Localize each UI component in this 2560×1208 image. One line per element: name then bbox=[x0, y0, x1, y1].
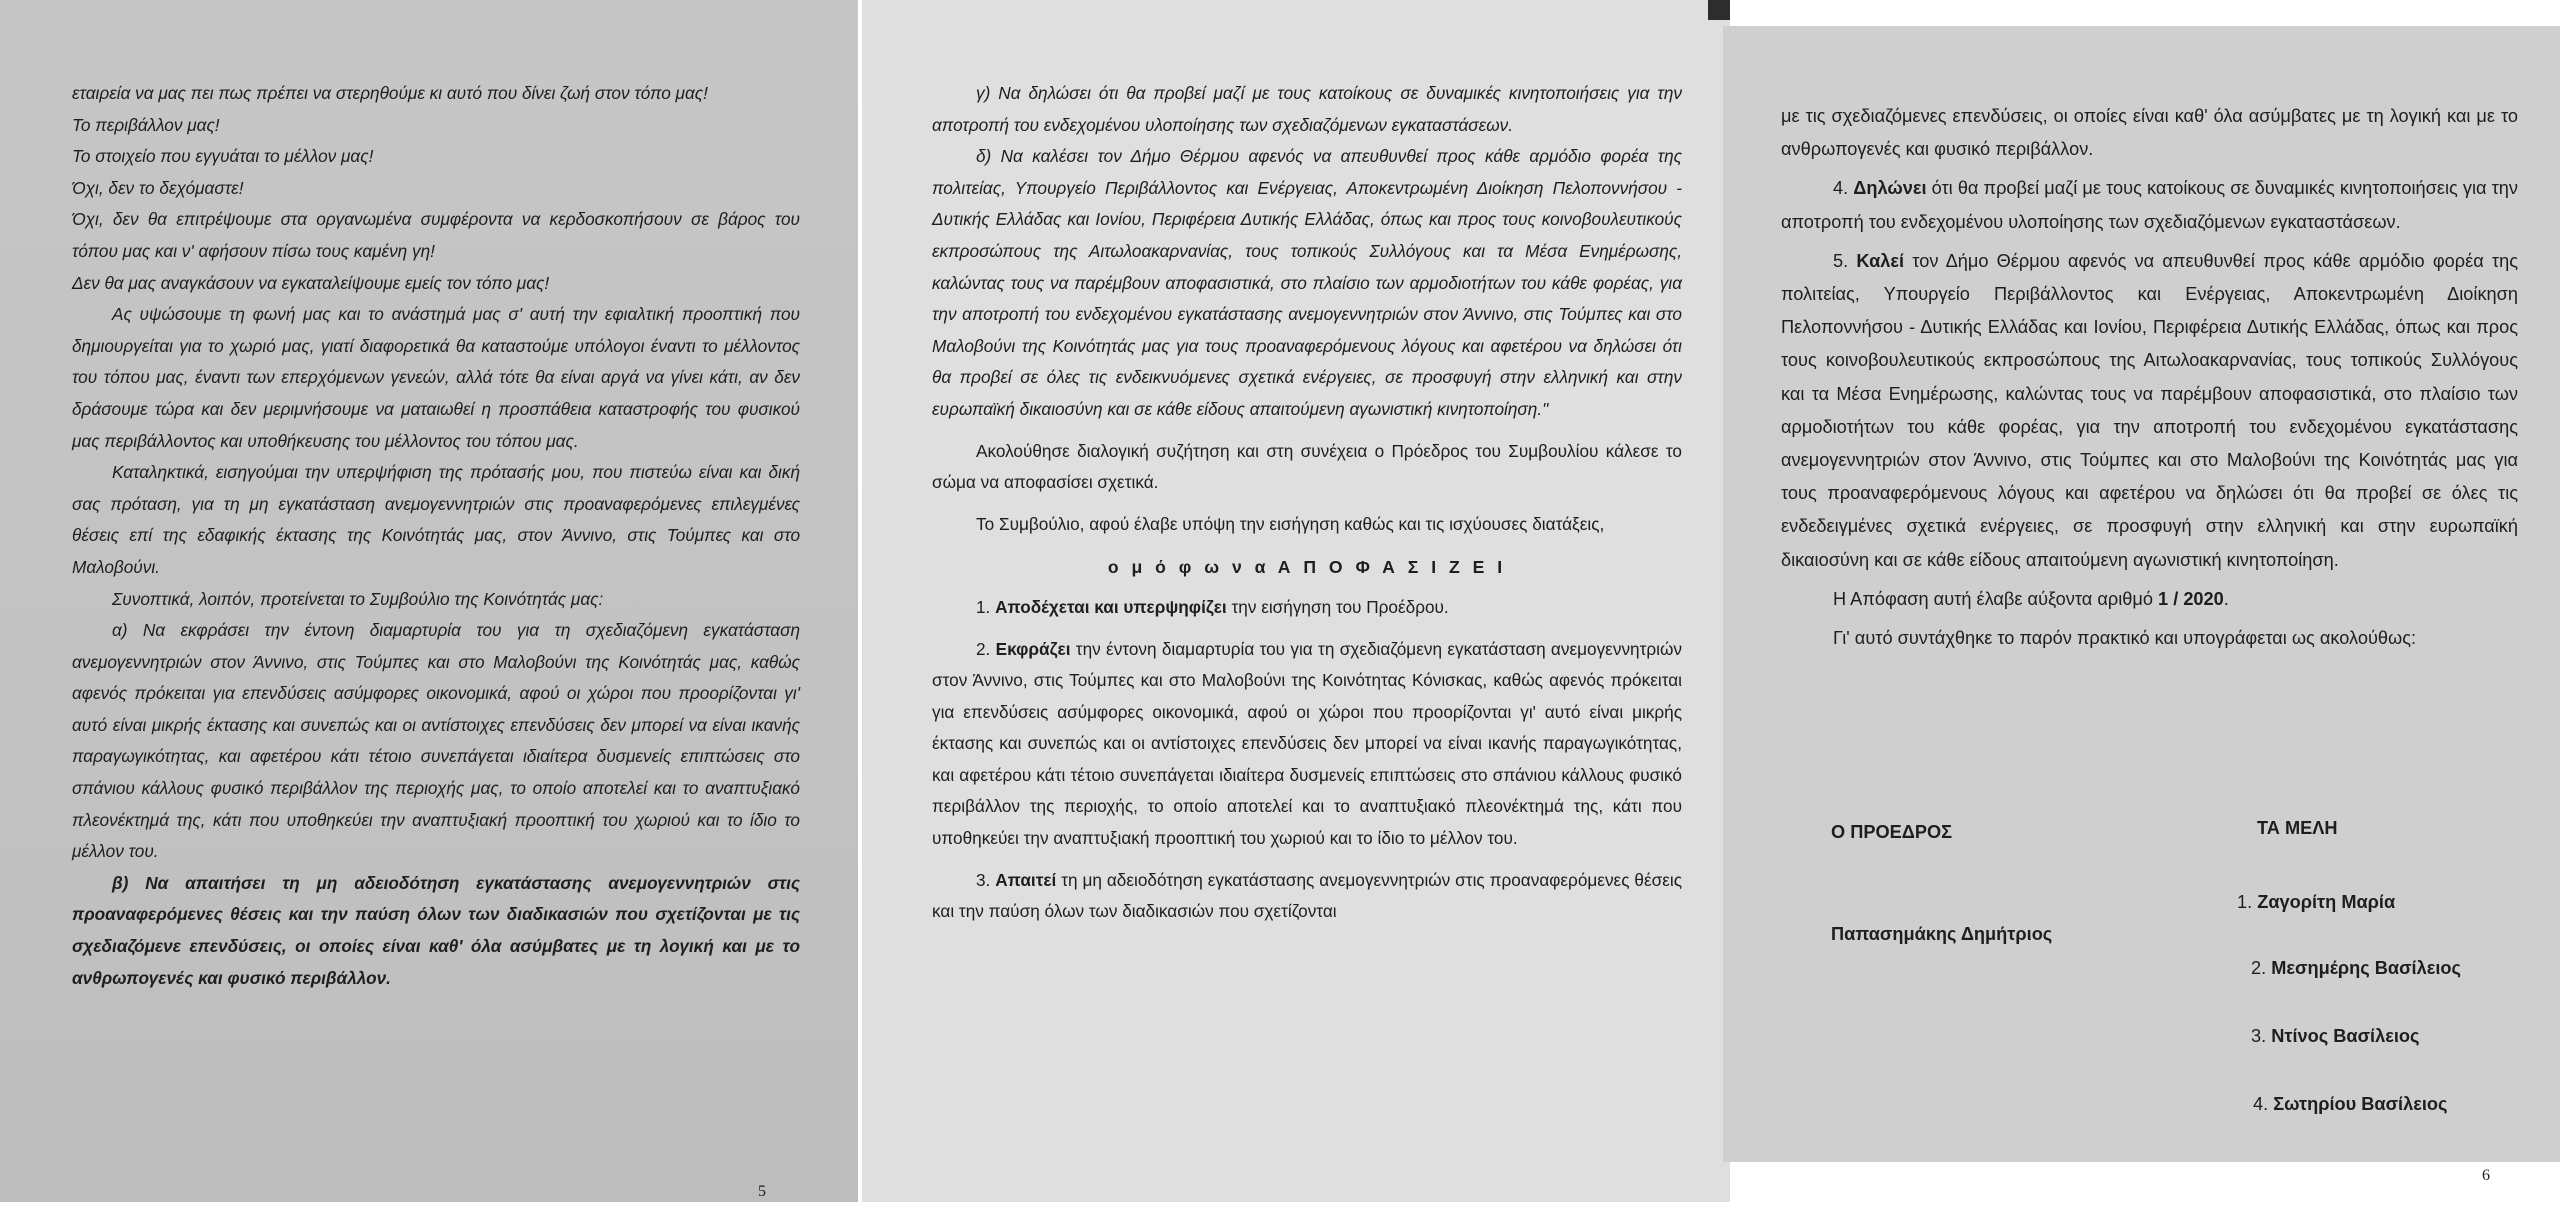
proposal-d: δ) Να καλέσει τον Δήμο Θέρμου αφενός να απευθυνθεί προς κάθε αρμόδιο φορέα της πολιτείας, Υπουργείο Περιβάλλοντος και Ενέργειας, Αποκεντρωμένη Διοίκηση Πελοποννήσου - Δυτικής Ελλάδας και Ιονίου, Περιφέρεια Δυτικής Ελλάδας, όπως και προς τους κοινοβουλευτικούς εκπροσώπους της Αιτωλοακαρνανίας, τους τοπικούς Συλλόγους και τα Μέσα Ενημέρωσης, καλώντας τους να παρέμβουν αποφασιστικά, στο πλαίσιο των αρμοδιοτήτων του κάθε φορέας, για την αποτροπή του ενδεχομένου εγκατάστασης ανεμογεννητριών στον Άννινο, στις Τούμπες και στο Μαλοβούνι της Κοινότητάς μας για τους προαναφερόμενους λόγους και αφετέρου να δηλώσει ότι θα προβεί σε όλες τις ενδεικνυόμενες σχετικά ενέργειες, σε προσφυγή στην ελληνική και στην ευρωπαϊκή δικαιοσύνη και σε κάθε είδους απαιτούμενη αγωνιστική κινητοποίηση." bbox=[932, 146, 1682, 419]
intro-line: Το περιβάλλον μας! bbox=[72, 114, 220, 135]
proposal-b: β) Να απαιτήσει τη μη αδειοδότηση εγκατάστασης ανεμογεννητριών στις προαναφερόμενες θέσεις και την παύση όλων των διαδικασιών που σχετίζονται με τις σχεδιαζόμενε επενδύσεις, οι οποίες είναι καθ' όλα ασύμβατες με τη λογική και με το ανθρωπογενές και φυσικό περιβάλλον. bbox=[72, 872, 800, 988]
members-title: ΤΑ ΜΕΛΗ bbox=[2257, 818, 2338, 838]
member-3: 3. Ντίνος Βασίλειος bbox=[2251, 1026, 2420, 1046]
intro-line: εταιρεία να μας πει πως πρέπει να στερηθούμε κι αυτό που δίνει ζωή στον τόπο μας! bbox=[72, 83, 708, 103]
intro-line: Το στοιχείο που εγγυάται το μέλλον μας! bbox=[72, 146, 374, 167]
paragraph-council: Το Συμβούλιο, αφού έλαβε υπόψη την εισήγηση καθώς και τις ισχύουσες διατάξεις, bbox=[976, 513, 1605, 534]
decision-number-line: Η Απόφαση αυτή έλαβε αύξοντα αριθμό 1 / 2020. bbox=[1833, 588, 2229, 609]
document-page-5 bbox=[0, 0, 858, 1202]
paragraph-raise-voice: Ας υψώσουμε τη φωνή μας και το ανάστημά μας σ' αυτή την εφιαλτική προοπτική που δημιουργείται για το χωριό μας, γιατί διαφορετικά θα καταστούμε υπόλογοι έναντι το μέλλοντος του τόπου μας, έναντι των επερχόμενων γενεών, αλλά τότε θα είναι αργά να γίνει κάτι, αν δεν δράσουμε τώρα και δεν μεριμνήσουμε να ματαιωθεί η προσπάθεια καταστροφής του φυσικού μας περιβάλλοντος και υποθήκευσης του μέλλοντος του τόπου μας. bbox=[72, 304, 800, 451]
decision-heading: ο μ ό φ ω ν α Α Π Ο Φ Α Σ Ι Ζ Ε Ι bbox=[1107, 557, 1507, 578]
president-title: Ο ΠΡΟΕΔΡΟΣ bbox=[1831, 822, 1953, 842]
intro-line: Όχι, δεν θα επιτρέψουμε στα οργανωμένα συμφέροντα να κερδοσκοπήσουν σε βάρος του τόπου μας και ν' αφήσουν πίσω τους καμένη γη! bbox=[72, 209, 800, 261]
member-2: 2. Μεσημέρης Βασίλειος bbox=[2251, 958, 2461, 978]
president-name: Παπασημάκης Δημήτριος bbox=[1831, 924, 2053, 944]
intro-line: Δεν θα μας αναγκάσουν να εγκαταλείψουμε εμείς τον τόπο μας! bbox=[72, 272, 550, 293]
paragraph-discussion: Ακολούθησε διαλογική συζήτηση και στη συνέχεια ο Πρόεδρος του Συμβουλίου κάλεσε το σώμα να αποφασίσει σχετικά. bbox=[932, 440, 1682, 493]
member-1: 1. Ζαγορίτη Μαρία bbox=[2237, 892, 2396, 912]
proposal-a: α) Να εκφράσει την έντονη διαμαρτυρία του για τη σχεδιαζόμενη εγκατάσταση ανεμογεννητριών στον Άννινο, στις Τούμπες και στο Μαλοβούνι της Κοινότητάς μας, καθώς αφενός πρόκειται για επενδύσεις ασύμφορες οικονομικά, αφού οι χώροι που προορίζονται γι' αυτό είναι μικρής έκτασης και συνεπώς και οι αντίστοιχες επενδύσεις δεν μπορεί να είναι ικανής παραγωγικότητας, και αφετέρου κάτι τέτοιο συνεπάγεται ιδιαίτερα δυσμενείς επιπτώσεις στο σπάνιου κάλλους φυσικό περιβάλλον της περιοχής μας, το οποίο αποτελεί και το αναπτυξιακό πλεονέκτημά της, κάτι που υποθηκεύει την αναπτυξιακή προοπτική του χωριού και το ίδιο το μέλλον του. bbox=[72, 620, 800, 862]
decision-item-3: 3. Απαιτεί τη μη αδειοδότηση εγκατάστασης ανεμογεννητριών στις προαναφερόμενες θέσεις και την παύση όλων των διαδικασιών που σχετίζονται bbox=[932, 869, 1683, 922]
paragraph-summary: Συνοπτικά, λοιπόν, προτείνεται το Συμβούλιο της Κοινότητάς μας: bbox=[112, 588, 604, 609]
intro-line: Όχι, δεν το δεχόμαστε! bbox=[72, 177, 244, 198]
page-number: 6 bbox=[2482, 1167, 2490, 1184]
decision-item-2: 2. Εκφράζει την έντονη διαμαρτυρία του για τη σχεδιαζόμενη εγκατάσταση ανεμογεννητριών στον Άννινο, στις Τούμπες και στο Μαλοβούνι της Κοινότητας Κόνισκας, καθώς αφενός πρόκειται για επενδύσεις ασύμφορες οικονομικά, αφού οι χώροι που προορίζονται γι' αυτό είναι μικρής έκτασης και συνεπώς και οι αντίστοιχες επενδύσεις δεν μπορεί να είναι ικανής παραγωγικότητας, και αφετέρου κάτι τέτοιο συνεπάγεται ιδιαίτερα δυσμενείς επιπτώσεις στο σπάνιου κάλλους φυσικό περιβάλλον της περιοχής, το οποίο αποτελεί και το αναπτυξιακό πλεονέκτημά της, κάτι που υποθηκεύει την αναπτυξιακή προοπτική του χωριού και το ίδιο το μέλλον του. bbox=[932, 638, 1682, 849]
decision-item-5: 5. Καλεί τον Δήμο Θέρμου αφενός να απευθυνθεί προς κάθε αρμόδιο φορέα της πολιτείας, Υπουργείο Περιβάλλοντος και Ενέργειας, Αποκεντρωμένη Διοίκηση Πελοποννήσου - Δυτικής Ελλάδας και Ιονίου, Περιφέρεια Δυτικής Ελλάδας, όπως και προς τους κοινοβουλευτικούς εκπροσώπους της Αιτωλοακαρνανίας, τους τοπικούς Συλλόγους και τα Μέσα Ενημέρωσης, καλώντας τους να παρέμβουν αποφασιστικά, στο πλαίσιο των αρμοδιοτήτων του κάθε φορέας, για την αποτροπή του ενδεχομένου εγκατάστασης ανεμογεννητριών στον Άννινο, στις Τούμπες και στο Μαλοβούνι της Κοινότητάς μας για τους προαναφερόμενους λόγους και αφετέρου να δηλώσει ότι θα προβεί σε όλες τις ενδεδειγμένες σχετικά ενέργειες, σε προσφυγή στην ελληνική και στην ευρωπαϊκή δικαιοσύνη και σε κάθε είδους απαιτούμενη αγωνιστική κινητοποίηση. bbox=[1781, 250, 2518, 570]
decision-item-1: 1. Αποδέχεται και υπερψηφίζει την εισήγηση του Προέδρου. bbox=[976, 596, 1449, 617]
decision-item-4: 4. Δηλώνει ότι θα προβεί μαζί με τους κατοίκους σε δυναμικές κινητοποιήσεις για την αποτροπή του ενδεχομένου υλοποίησης των σχεδιαζόμενων εγκαταστάσεων. bbox=[1781, 178, 2518, 232]
decision-item-3-continued: με τις σχεδιαζόμενες επενδύσεις, οι οποίες είναι καθ' όλα ασύμβατες με τη λογική και με το ανθρωπογενές και φυσικό περιβάλλον. bbox=[1781, 106, 2518, 160]
member-4: 4. Σωτηρίου Βασίλειος bbox=[2253, 1094, 2448, 1114]
proposal-g: γ) Να δηλώσει ότι θα προβεί μαζί με τους κατοίκους σε δυναμικές κινητοποιήσεις για την αποτροπή του ενδεχομένου υλοποίησης των σχεδιαζόμενων εγκαταστάσεων. bbox=[932, 83, 1682, 135]
document-page-7 bbox=[1723, 26, 2560, 1162]
closing-statement: Γι' αυτό συντάχθηκε το παρόν πρακτικό και υπογράφεται ως ακολούθως: bbox=[1833, 628, 2417, 649]
page-number: 5 bbox=[758, 1183, 766, 1200]
paragraph-conclusion: Καταληκτικά, εισηγούμαι την υπερψήφιση της πρότασής μου, που πιστεύω είναι και δική σας πρόταση, για τη μη εγκατάσταση ανεμογεννητριών στις προαναφερόμενες επιλεγμένες θέσεις επί της εδαφικής έκτασης της Κοινότητάς μας, στον Άννινο, στις Τούμπες και στο Μαλοβούνι. bbox=[72, 462, 800, 577]
